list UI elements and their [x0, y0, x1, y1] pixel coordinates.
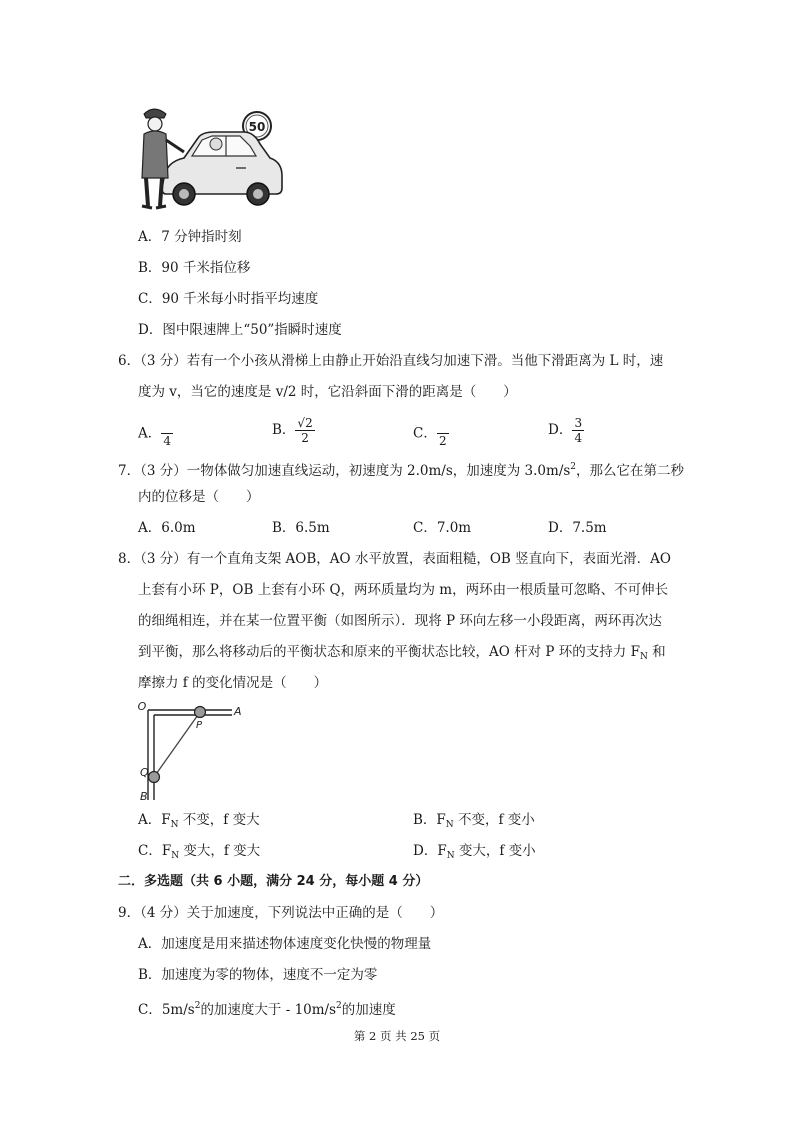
car-speed-sign-figure [136, 100, 286, 216]
label-p: P [196, 720, 203, 731]
q9-option-a: A．加速度是用来描述物体速度变化快慢的物理量 [138, 936, 432, 952]
q7-option-c: C．7.0m [413, 520, 472, 536]
q9-option-c: C．$5m/s^2$的加速度大于 - $10m/s^2$的加速度 [138, 1001, 396, 1018]
q8-option-c: C．$F_N$ 变大，f 变大 [138, 843, 261, 861]
q5-option-b: B．90 千米指位移 [138, 260, 251, 276]
q8-stem-line3: 的细绳相连，并在某一位置平衡（如图所示）．现将 P 环向左移一小段距离，两环再次达 [138, 613, 662, 629]
q8-stem-line1: 8．（3 分）有一个直角支架 AOB，AO 水平放置，表面粗糙，OB 竖直向下，表面光滑．AO [118, 551, 671, 567]
q6-option-b-fraction: $\frac{√2}{2}$ [297, 416, 313, 445]
section-2-heading: 二．多选题（共 6 小题，满分 24 分，每小题 4 分） [118, 874, 429, 889]
q7-stem-line2: 内的位移是（ ） [138, 489, 260, 505]
q8-stem-line5: 摩擦力 f 的变化情况是（ ） [138, 675, 328, 691]
q6-stem-line1: 6．（3 分）若有一个小孩从滑梯上由静止开始沿直线匀加速下滑。当他下滑距离为 L 时，速 [118, 353, 664, 369]
q8-option-b: B．$F_N$ 不变，f 变小 [413, 812, 535, 830]
q7-stem-line1: 7．（3 分）一物体做匀加速直线运动，初速度为 2.0m/s，加速度为 $3.0m/s^2$，那么它在第二秒 [118, 462, 685, 479]
q7-option-a: A．6.0m [138, 520, 196, 536]
q6-option-d: D． $\frac{3}{4}$ [548, 416, 584, 445]
q5-option-a: A．7 分钟指时刻 [138, 229, 242, 245]
q7-option-d: D．7.5m [548, 520, 607, 536]
q9-stem: 9．（4 分）关于加速度，下列说法中正确的是（ ） [118, 905, 444, 921]
label-a: A [234, 705, 242, 718]
q7-option-b: B．6.5m [272, 520, 330, 536]
page-footer: 第 2 页 共 25 页 [353, 1029, 441, 1043]
label-o: O [137, 700, 147, 713]
q6-option-a: A． 4 [138, 420, 173, 448]
q6-option-c: C． 2 [413, 420, 449, 448]
q9-option-b: B．加速度为零的物体，速度不一定为零 [138, 967, 378, 983]
q6-option-d-fraction: $\frac{3}{4}$ [572, 416, 584, 445]
q8-option-d: D．$F_N$ 变大，f 变小 [413, 843, 536, 861]
q8-option-a: A．$F_N$ 不变，f 变大 [138, 812, 260, 830]
q8-stem-line2: 上套有小环 P，OB 上套有小环 Q，两环质量均为 m，两环由一根质量可忽略、不可伸长 [138, 582, 669, 598]
q6-option-c-fraction: 2 [437, 420, 449, 448]
speed-sign-label: 50 [248, 120, 266, 134]
q6-stem-line2: 度为 v，当它的速度是 v/2 时，它沿斜面下滑的距离是（ ） [138, 384, 517, 400]
label-q: Q [140, 766, 149, 779]
q6-option-a-fraction: 4 [161, 420, 173, 448]
q6-option-b: B． $\frac{√2}{2}$ [272, 416, 313, 445]
frame-aob-figure [136, 700, 246, 804]
label-b: B [140, 790, 148, 803]
q8-stem-line4: 到平衡，那么将移动后的平衡状态和原来的平衡状态比较，AO 杆对 P 环的支持力 $F_N$ 和 [138, 644, 666, 662]
q5-option-c: C．90 千米每小时指平均速度 [138, 291, 319, 307]
q5-option-d: D．图中限速牌上“50”指瞬时速度 [138, 322, 342, 338]
